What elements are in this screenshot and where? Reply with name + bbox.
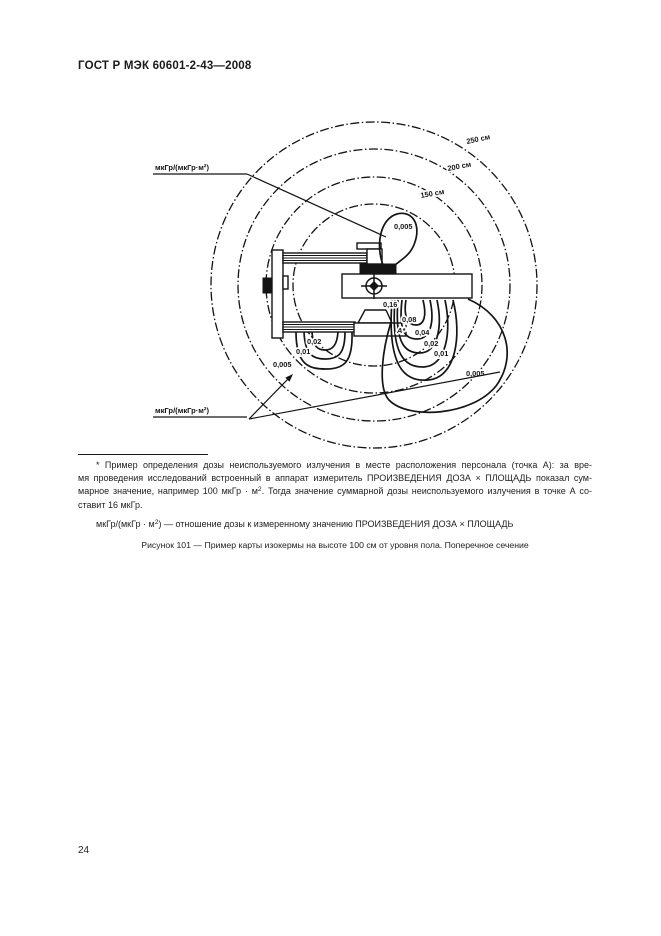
figure-caption: Рисунок 101 — Пример карты изокермы на высоте 100 см от уровня пола. Поперечное сечение [141, 540, 529, 550]
value-002-right: 0,02 [424, 339, 439, 348]
footnote-line-3 [78, 485, 592, 499]
footnote-line-4: ставит 16 мкГр. [78, 500, 143, 510]
footnote-line-1: * Пример определения дозы неиспользуемого излучения в месте расположения персонала (точка А): за вре- [96, 460, 592, 470]
unit-label-top: мкГр/(мкГр·м²) [155, 163, 209, 172]
unit-label-top-group [153, 163, 386, 237]
xray-machine-cross-section [263, 243, 472, 338]
isokerma-diagram [0, 108, 661, 456]
ratio-definition-line [78, 518, 592, 532]
point-a-label: A* [397, 326, 406, 335]
stand-mount [263, 278, 272, 293]
page-title: ГОСТ Р МЭК 60601-2-43—2008 [78, 60, 252, 72]
value-008: 0,08 [402, 315, 417, 324]
value-001-left: 0,01 [296, 347, 311, 356]
stand-notch [283, 276, 288, 289]
footnote-block [78, 459, 592, 532]
footnote-line-3b: . Тогда значение суммарной дозы неиспользуемого излучения в точке А со- [261, 486, 592, 496]
footnote-line-3-sup: 2 [257, 485, 262, 493]
ring-label-150: 150 см [419, 186, 445, 200]
stand-column [272, 250, 283, 338]
ratio-sup: 2 [154, 518, 159, 526]
ring-label-200: 200 см [446, 159, 472, 173]
ratio-b: ) — отношение дозы к измеренному значению ПРОИЗВЕДЕНИЯ ДОЗА × ПЛОЩАДЬ [158, 519, 514, 529]
ratio-a: мкГр/(мкГр · м [96, 519, 155, 529]
unit-label-bottom-group [153, 372, 500, 419]
footnote-line-2: мя проведения исследований встроенный в аппарат измеритель ПРОИЗВЕДЕНИЯ ДОЗА × ПЛОЩАДЬ показал сум- [78, 473, 592, 483]
image-receptor-cap [357, 243, 381, 249]
value-0005-right: 0,005 [466, 369, 485, 378]
ring-labels [420, 132, 491, 200]
unit-label-bottom: мкГр/(мкГр·м²) [155, 406, 209, 415]
figure-101-isokerma-map [0, 108, 661, 456]
value-001-right: 0,01 [434, 349, 449, 358]
page-number: 24 [78, 845, 90, 856]
value-004: 0,04 [415, 328, 430, 337]
collimator [358, 310, 392, 323]
receptor-housing [360, 264, 396, 274]
ring-label-250: 250 см [465, 132, 491, 146]
footnote-separator [78, 454, 208, 455]
value-top-0005: 0,005 [394, 222, 413, 231]
footnote-line-3a: марное значение, например 100 мкГр · м [78, 486, 258, 496]
value-002-left: 0,02 [307, 337, 322, 346]
leader-line-right [249, 372, 500, 419]
value-016: 0,16 [383, 300, 398, 309]
value-0005-left: 0,005 [273, 360, 292, 369]
